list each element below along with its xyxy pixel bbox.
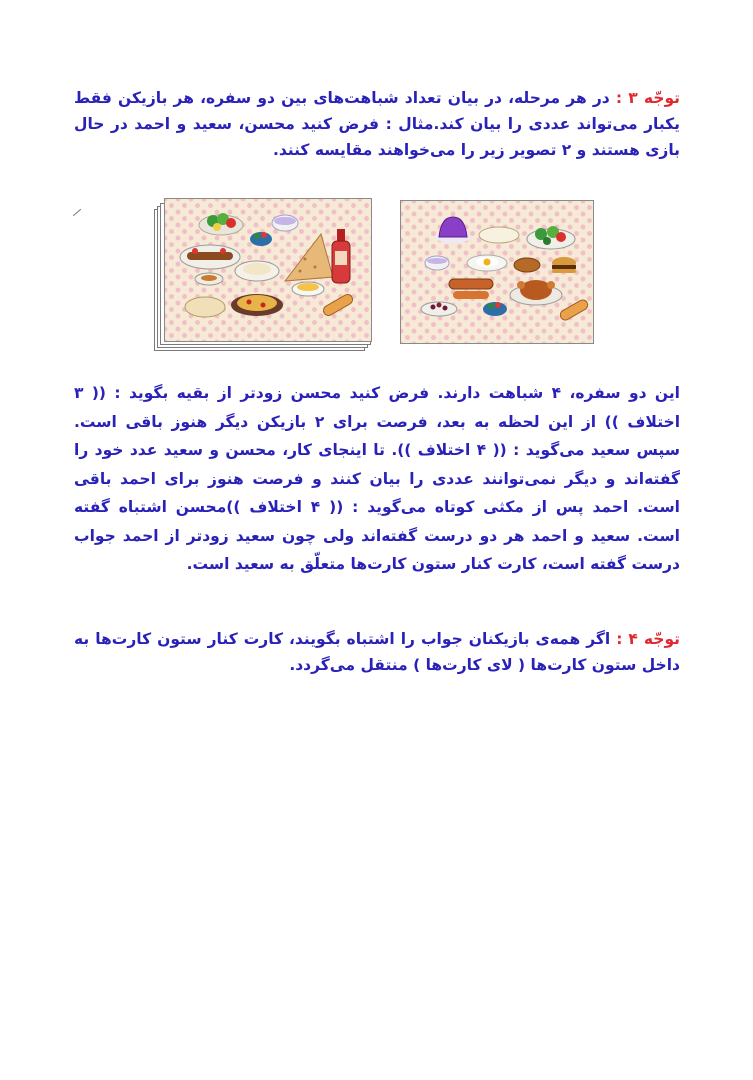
jelly-icon — [435, 217, 471, 243]
rice-icon — [292, 282, 324, 296]
bottle-icon — [332, 229, 350, 283]
burger-icon — [552, 257, 576, 273]
pizza-icon — [231, 294, 283, 316]
note-4-paragraph — [74, 626, 680, 678]
bread-roll-icon — [514, 258, 540, 272]
note-4-label: توجّه ۴ : — [616, 630, 680, 648]
soup-plate-icon — [195, 273, 223, 285]
baguette-icon — [559, 298, 590, 322]
egg-plate-icon — [467, 255, 507, 271]
bowl-icon — [425, 256, 449, 270]
food-card-left — [164, 198, 372, 342]
plate-icon — [479, 227, 519, 243]
kebab-plate-icon — [180, 245, 240, 269]
sausage-icon — [449, 279, 493, 299]
note-4-text: اگر همه‌ی بازیکنان جواب را اشتباه بگویند، کارت کنار ستون کارت‌ها به داخل ستون کارت‌ها ( لای کارت‌ها ) منتقل می‌گردد. — [74, 630, 680, 674]
bowl-icon — [272, 215, 298, 231]
tortilla-icon — [185, 297, 225, 317]
example-paragraph: این دو سفره، ۴ شباهت دارند. فرض کنید محسن زودتر از بقیه بگوید : (( ۳ اختلاف )) از این لحظه به بعد، فرصت برای ۲ بازیکن دیگر هنوز باقی است. سپس سعید می‌گوید : (( ۴ اختلاف )). تا اینجای کار، محسن و سعید عدد خود را گفته‌اند و دیگر نمی‌توانند عددی را بیان کنند و فرصت هنوز برای احمد باقی است. احمد پس از مکثی کوتاه می‌گوید : (( ۴ اختلاف ))محسن اشتباه گفته است. سعید و احمد هر دو درست گفته‌اند ولی چون سعید زودتر از احمد جواب درست گفته است، کارت کنار ستون کارت‌ها متعلّق به سعید است. — [74, 384, 681, 573]
note-3-label: توجّه ۳ : — [615, 89, 680, 107]
berries-plate-icon — [421, 302, 457, 316]
olive-bowl-icon — [483, 302, 507, 316]
salad-icon — [199, 213, 243, 235]
dish-icon — [235, 261, 279, 281]
pen-mark — [73, 209, 81, 216]
salad-icon — [527, 226, 575, 249]
bread-icon — [285, 234, 333, 281]
note-3-paragraph — [74, 85, 680, 163]
food-card-right — [400, 200, 594, 344]
note-3-text: در هر مرحله، در بیان تعداد شباهت‌های بین دو سفره، هر بازیکن فقط یکبار می‌تواند عددی را بیان کند.مثال : فرض کنید محسن، سعید و احمد در حال بازی هستند و ۲ تصویر زیر را می‌خواهند مقایسه کنند. — [74, 89, 680, 159]
baguette-icon — [322, 293, 355, 318]
olive-bowl-icon — [250, 232, 272, 246]
chicken-icon — [510, 280, 562, 305]
